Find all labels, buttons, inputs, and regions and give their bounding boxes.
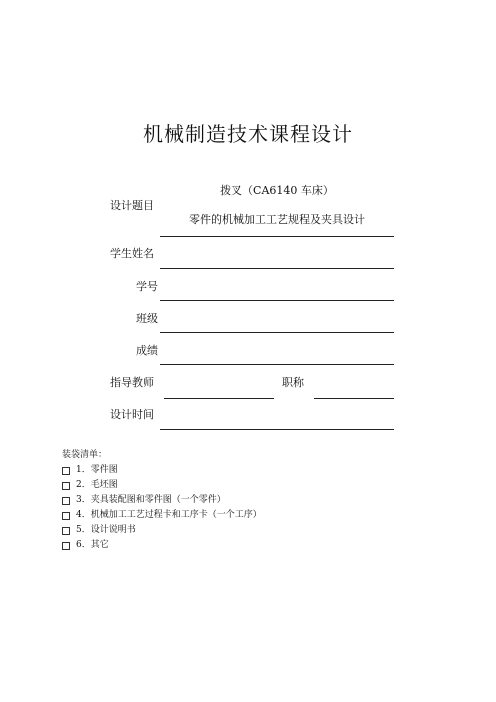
grade-field[interactable] <box>160 364 394 365</box>
check-item[interactable] <box>62 523 262 538</box>
checkbox-icon[interactable] <box>62 497 70 505</box>
check-item-label: 1．零件图 <box>76 465 118 475</box>
check-item-label: 5．设计说明书 <box>76 525 136 535</box>
class-label: 班级 <box>136 312 158 325</box>
student-name-field[interactable] <box>160 268 394 269</box>
student-id-label: 学号 <box>136 280 158 293</box>
check-item[interactable] <box>62 508 262 523</box>
student-id-field[interactable] <box>160 300 394 301</box>
checklist <box>62 448 262 553</box>
page-title: 机械制造技术课程设计 <box>143 122 353 146</box>
advisor-field[interactable] <box>164 398 274 399</box>
check-item[interactable] <box>62 463 262 478</box>
check-item-label: 2．毛坯图 <box>76 480 118 490</box>
advisor-title-field[interactable] <box>314 398 394 399</box>
checklist-title: 装袋清单： <box>62 450 108 460</box>
checkbox-icon[interactable] <box>62 542 70 550</box>
class-field[interactable] <box>160 332 394 333</box>
advisor-label: 指导教师 <box>110 376 154 389</box>
student-name-label: 学生姓名 <box>110 247 154 260</box>
check-item-label: 6．其它 <box>76 540 109 550</box>
checkbox-icon[interactable] <box>62 512 70 520</box>
checkbox-icon[interactable] <box>62 467 70 475</box>
check-item-label: 3．夹具装配图和零件图（一个零件） <box>76 495 226 505</box>
grade-label: 成绩 <box>136 344 158 357</box>
check-item[interactable] <box>62 493 262 508</box>
checkbox-icon[interactable] <box>62 527 70 535</box>
check-item-label: 4．机械加工工艺过程卡和工序卡（一个工序） <box>76 510 262 520</box>
advisor-title-label: 职称 <box>282 376 304 389</box>
topic-label: 设计题目 <box>110 199 154 212</box>
design-time-field[interactable] <box>160 429 394 430</box>
design-time-label: 设计时间 <box>110 408 154 421</box>
topic-underline <box>160 236 394 237</box>
topic-line-1: 拨叉（CA6140 车床） <box>220 184 334 197</box>
topic-line-2: 零件的机械加工工艺规程及夹具设计 <box>189 213 365 226</box>
check-item[interactable] <box>62 538 262 553</box>
checkbox-icon[interactable] <box>62 482 70 490</box>
check-item[interactable] <box>62 478 262 493</box>
